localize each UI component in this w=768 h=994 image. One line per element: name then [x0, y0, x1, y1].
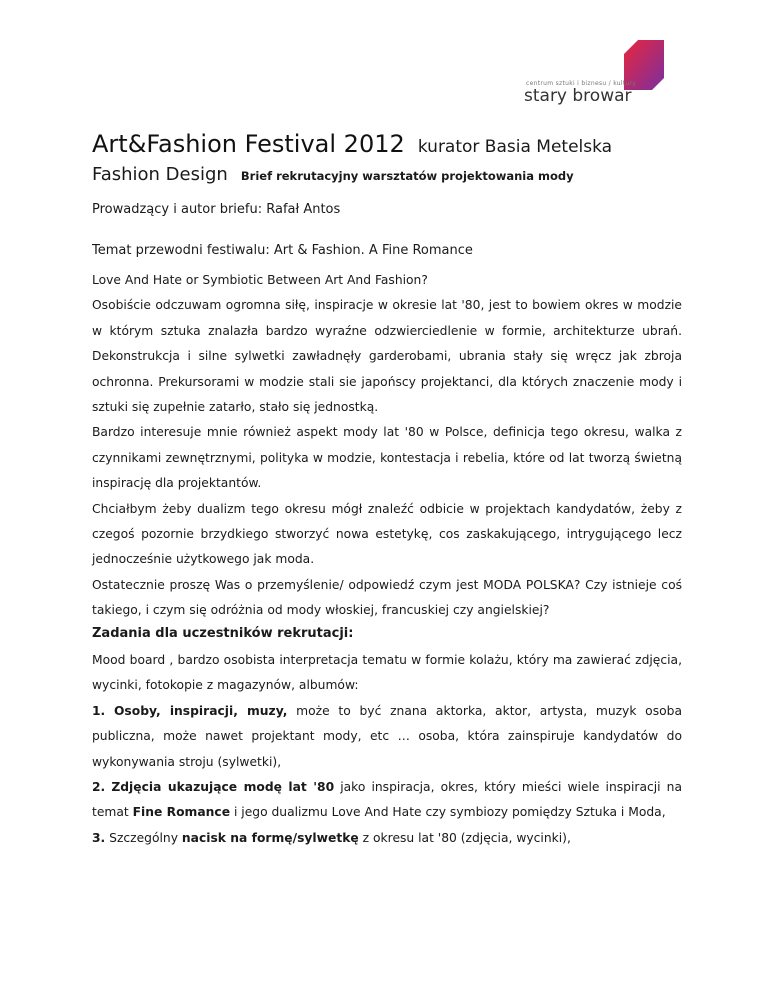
logo-brand-name: stary browar [524, 86, 632, 106]
tasks-intro: Mood board , bardzo osobista interpretacja tematu w formie kolażu, który ma zawierać zdjęcia, wycinki, fotokopie z magazynów, albumów: [92, 653, 682, 693]
task-item [92, 775, 682, 826]
task-bold: Osoby, inspiracji, muzy, [113, 703, 288, 718]
task-item [92, 699, 682, 775]
theme-heading: Temat przewodni festiwalu: Art & Fashion. A Fine Romance [92, 243, 473, 258]
theme-paragraph: Bardzo interesuje mnie również aspekt mody lat '80 w Polsce, definicja tego okresu, walka z czynnikami zewnętrznymi, polityka w modzie, kontestacja i rebelia, które od lat tworzą świetną inspirację dla projektantów. [92, 425, 682, 491]
page-title: Art&Fashion Festival 2012 [92, 130, 405, 158]
task-bold: Fine Romance [132, 805, 231, 820]
theme-paragraph: Love And Hate or Symbiotic Between Art And Fashion? [92, 273, 428, 287]
theme-text [92, 268, 682, 624]
title-line [92, 130, 612, 158]
task-item [92, 826, 682, 851]
theme-paragraph: Chciałbym żeby dualizm tego okresu mógł znaleźć odbicie w projektach kandydatów, żeby z czegoś pozornie brzydkiego stworzyć nowa estetykę, cos zaskakującego, intrygującego lecz jednocześnie użytkowego jak moda. [92, 501, 682, 567]
stary-browar-logo [510, 40, 655, 110]
task-number: 1. [92, 703, 106, 718]
task-text: może to być znana aktorka, aktor, artysta, muzyk osoba publiczna, może nawet projektant mody, etc … osoba, która zainspiruje kandydatów do wykonywania stroju (sylwetki), [92, 703, 682, 769]
theme-paragraph: Ostatecznie proszę Was o przemyślenie/ odpowiedź czym jest MODA POLSKA? Czy istnieje coś takiego, i czym się odróżnia od mody włoskiej, francuskiej czy angielskiej? [92, 577, 682, 618]
logo-tagline: centrum sztuki i biznesu / kultury [526, 80, 637, 87]
task-number: 2. [92, 780, 106, 795]
theme-paragraph: Osobiście odczuwam ogromna siłę, inspiracje w okresie lat '80, jest to bowiem okres w modzie w którym sztuka znalazła bardzo wyraźne odzwierciedlenie w formie, architekturze ubrań. Dekonstrukcja i silne sylwetki zawładnęły garderobami, ubrania stały się wręcz jak zbroja ochronna. Prekursorami w modzie stali sie japońscy projektanci, dla których znaczenie mody i sztuki się zupełnie zatarło, stało się jednostką. [92, 298, 682, 415]
task-bold: Zdjęcia ukazujące modę lat '80 [111, 780, 335, 795]
author-line: Prowadzący i autor briefu: Rafał Antos [92, 202, 341, 217]
subtitle-line [92, 164, 574, 185]
task-bold: nacisk na formę/sylwetkę [181, 830, 359, 845]
tasks-heading: Zadania dla uczestników rekrutacji: [92, 626, 354, 641]
task-text: z okresu lat '80 (zdjęcia, wycinki), [358, 830, 571, 845]
section-title: Fashion Design [92, 164, 228, 185]
task-number: 3. [92, 830, 106, 845]
tasks-text [92, 648, 682, 851]
section-description: Brief rekrutacyjny warsztatów projektowania mody [240, 169, 574, 183]
task-text: jako inspiracja, okres, który mieści wiele inspiracji na temat [92, 780, 682, 820]
task-text: Szczególny [105, 830, 182, 845]
curator-text: kurator Basia Metelska [417, 137, 613, 157]
task-text: i jego dualizmu Love And Hate czy symbiozy pomiędzy Sztuka i Moda, [230, 805, 666, 820]
